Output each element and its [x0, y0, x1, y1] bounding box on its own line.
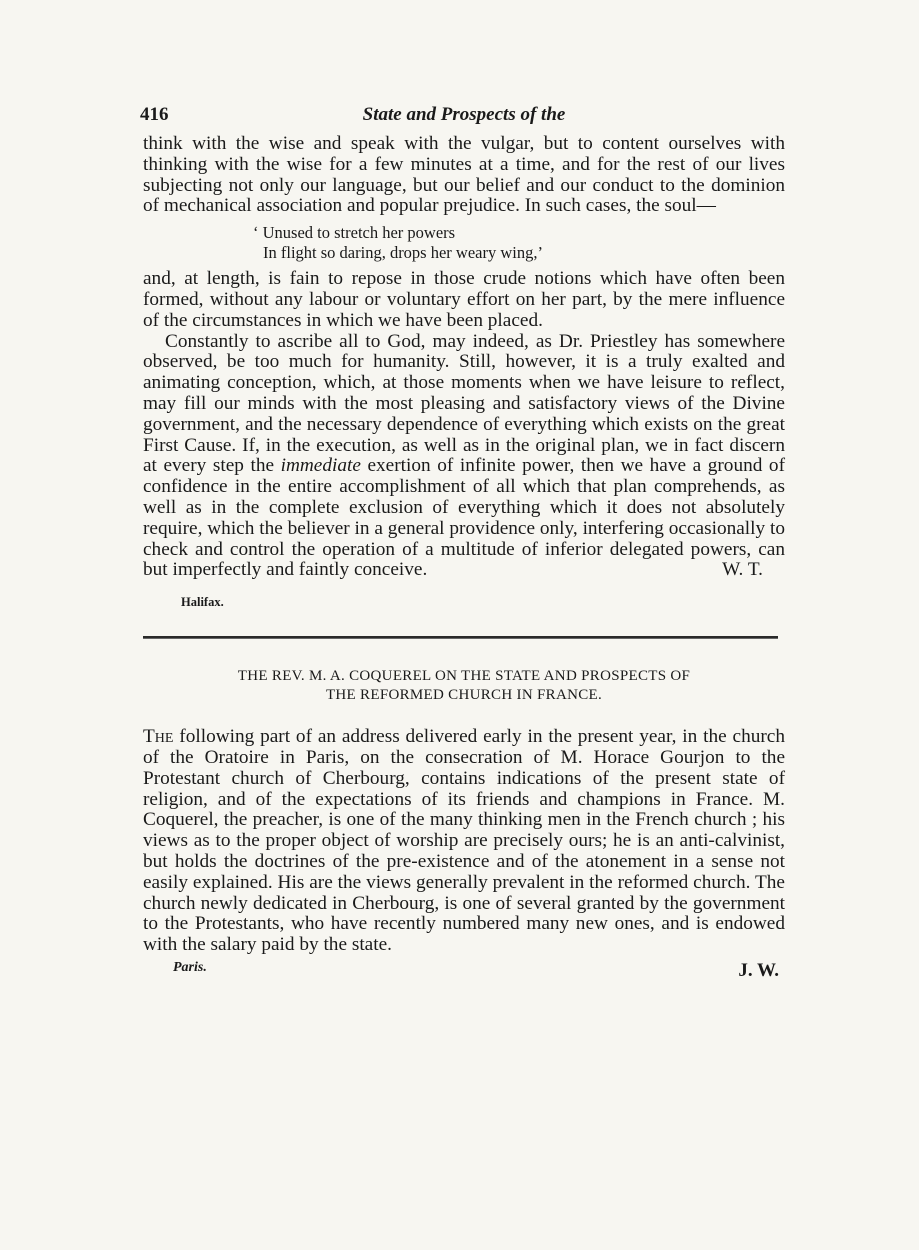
- article-footer: [143, 960, 785, 982]
- article-lead-word: The: [143, 726, 174, 748]
- verse-line-1: ‘ Unused to stretch her powers: [253, 223, 456, 243]
- article-title-line-2: THE REFORMED CHURCH IN FRANCE.: [325, 687, 603, 704]
- page-header: [140, 104, 785, 134]
- page: [140, 104, 785, 982]
- paragraph-3-text-b: exertion of infinite power, then we have a ground of confidence in the entire accomplishment of all which that plan comprehends, as well as in the complete exclusion of everything which it does not absolutely require, which the believer in a general providence only, interfering occasionally to check and control the operation of a multitude of inferior delegated powers, can but imperfectly and faintly conceive.: [143, 455, 785, 581]
- paragraph-2: and, at length, is fain to repose in those crude notions which have often been formed, without any labour or voluntary effort on her part, by the mere influence of the circumstances in which we have been placed.: [143, 268, 785, 331]
- place-paris: Paris.: [173, 959, 207, 975]
- page-number: 416: [140, 104, 169, 125]
- running-head: State and Prospects of the: [362, 104, 566, 125]
- paragraph-3-italic: immediate: [280, 455, 361, 477]
- article-body-text: following part of an address delivered early in the present year, in the church of the Oratoire in Paris, on the consecration of M. Horace Gourjon to the Protestant church of Cherbourg, contains indications of the present state of religion, and of the expectations of its friends and champions in France. M. Coquerel, the preacher, is one of the many thinking men in the French church ; his views as to the proper object of worship are precisely ours; he is an anti-calvinist, but holds the doctrines of the pre-existence and of the atonement in a sense not easily explained. His are the views generally prevalent in the reformed church. The church newly dedicated in Cherbourg, is one of several granted by the government to the Protestants, who have recently numbered many new ones, and is endowed with the salary paid by the state.: [143, 726, 785, 956]
- paragraph-1: think with the wise and speak with the vulgar, but to content ourselves with thinking with the wise for a few minutes at a time, and for the rest of our lives subjecting not only our language, but our belief and our conduct to the dominion of mechanical association and popular prejudice. In such cases, the soul—: [143, 133, 785, 217]
- verse-quote: [253, 223, 785, 263]
- section-divider: [143, 636, 778, 639]
- paragraph-3: [143, 332, 785, 582]
- article-title: [143, 667, 785, 705]
- article-author: J. W.: [738, 959, 779, 981]
- article-body: [143, 727, 785, 956]
- paragraph-3-text-a: Constantly to ascribe all to God, may indeed, as Dr. Priestley has somewhere observed, be too much for humanity. Still, however, it is a truly exalted and animating conception, which, at those moments when we have leisure to reflect, may fill our minds with the most pleasing and satisfactory views of the Divine government, and the necessary dependence of everything which exists on the great First Cause. If, in the execution, as well as in the original plan, we in fact discern at every step the: [143, 330, 785, 477]
- article-title-line-1: THE REV. M. A. COQUEREL ON THE STATE AND PROSPECTS OF: [237, 668, 691, 685]
- verse-line-2: In flight so daring, drops her weary wing,’: [263, 243, 543, 263]
- signature-wt: W. T.: [722, 559, 763, 581]
- place-halifax: Halifax.: [181, 595, 224, 610]
